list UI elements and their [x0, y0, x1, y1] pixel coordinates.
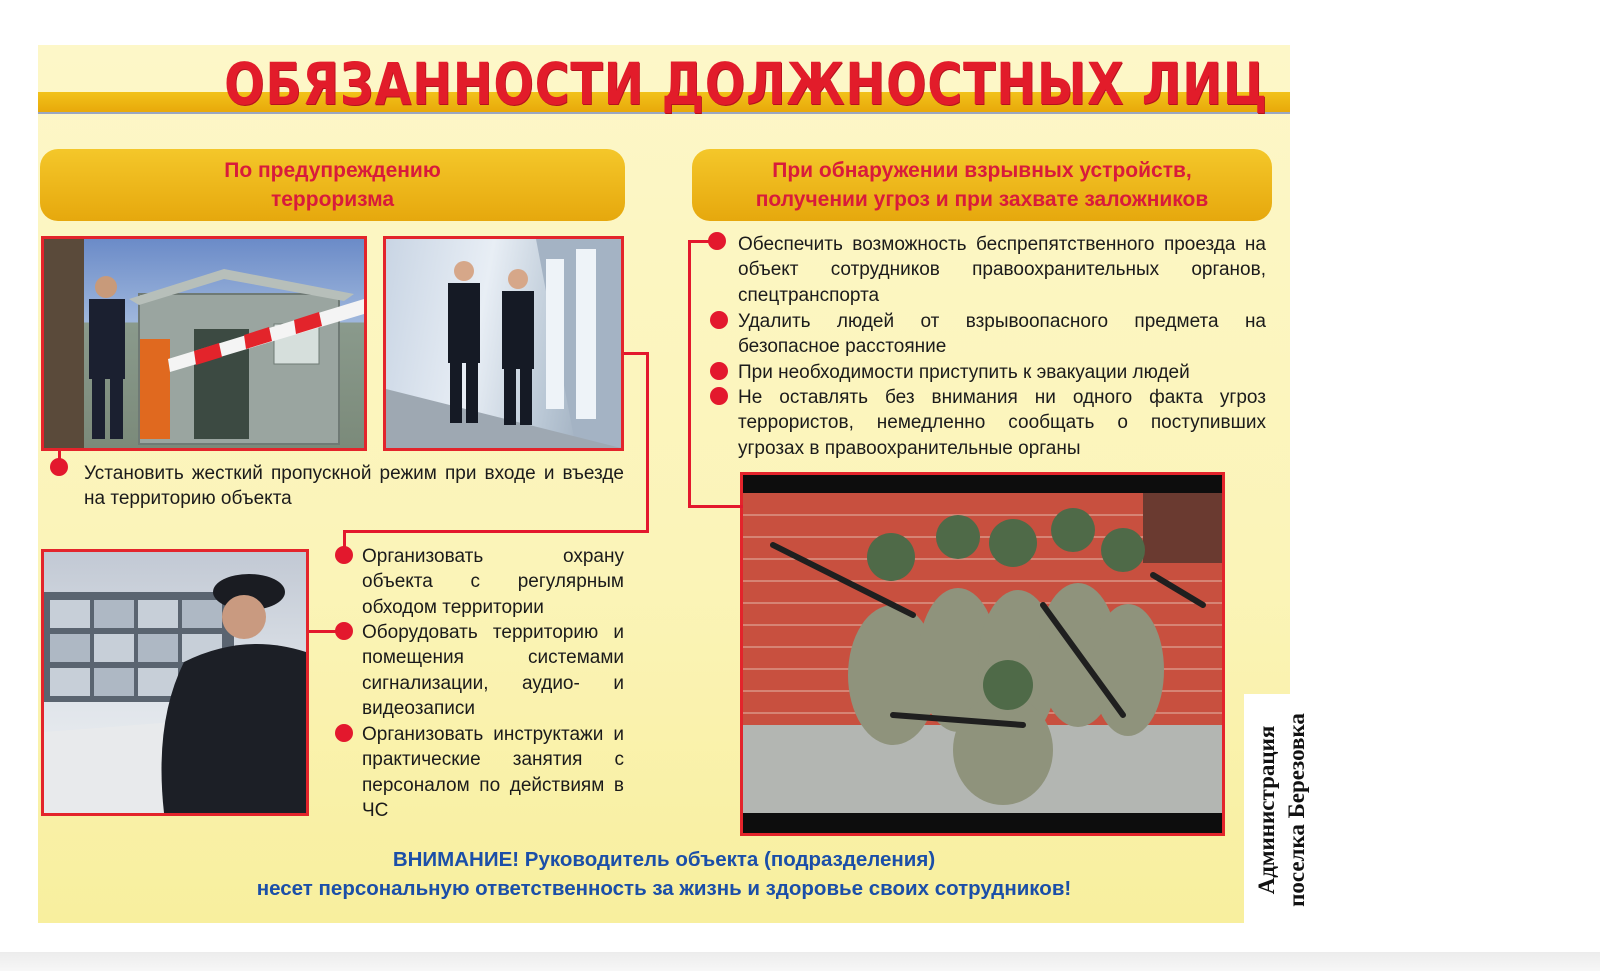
connector-right-top — [688, 240, 710, 243]
side-note-text — [1252, 690, 1312, 930]
bullet-left-1 — [50, 458, 68, 476]
attention-strong: ВНИМАНИЕ! — [392, 848, 520, 871]
bullet-left-3 — [335, 622, 353, 640]
attention-notice — [38, 845, 1290, 903]
left-item-3: Оборудовать территорию и помещения системами сигнализации, аудио- и видеозаписи — [362, 622, 624, 719]
corridor-guards-photo — [383, 236, 624, 451]
poster — [38, 45, 1290, 923]
swat-team-photo — [740, 472, 1225, 836]
right-item-1: Обеспечить возможность беспрепятственного проезда на объект сотрудников правоохранительных органов, спецтранспорта — [738, 234, 1266, 306]
bullet-right-4 — [710, 387, 728, 405]
side-note-line2: поселка Березовка — [1284, 713, 1309, 907]
connector-corridor-vertical — [646, 352, 649, 533]
bullet-left-4 — [335, 724, 353, 742]
right-item-3: При необходимости приступить к эвакуации людей — [738, 362, 1190, 383]
attention-line2: несет персональную ответственность за жизнь и здоровье своих сотрудников! — [256, 877, 1072, 900]
checkpoint-guard-photo — [41, 236, 367, 451]
cctv-operator-photo — [41, 549, 309, 816]
attention-line1: Руководитель объекта (подразделения) — [519, 848, 936, 871]
right-section-header — [692, 149, 1272, 221]
left-header-line2: терроризма — [270, 188, 395, 211]
connector-corridor-bottom — [343, 530, 649, 533]
poster-title: ОБЯЗАННОСТИ ДОЛЖНОСТНЫХ ЛИЦ — [224, 50, 1268, 118]
right-header-line1: При обнаружении взрывных устройств, — [772, 159, 1192, 182]
left-item-1: Установить жесткий пропускной режим при входе и въезде на территорию объекта — [84, 463, 624, 510]
connector-right-vertical — [688, 240, 691, 508]
connector-corridor-top — [624, 352, 649, 355]
right-header-line2: получении угроз и при захвате заложников — [755, 188, 1209, 211]
bullet-right-1 — [708, 232, 726, 250]
bullet-left-2 — [335, 546, 353, 564]
bullet-right-3 — [710, 362, 728, 380]
right-item-2: Удалить людей от взрывоопасного предмета на безопасное расстояние — [738, 311, 1266, 358]
right-item-4: Не оставлять без внимания ни одного факта угроз террористов, немедленно сообщать о поступивших угрозах в правоохранительные органы — [738, 387, 1266, 459]
left-item-2: Организовать охрану объекта с регулярным обходом территории — [362, 546, 624, 618]
left-section-header — [40, 149, 625, 221]
side-note-line1: Администрация — [1254, 725, 1279, 895]
bullet-right-2 — [710, 311, 728, 329]
connector-right-bottom — [688, 505, 743, 508]
left-item-4: Организовать инструктажи и практические занятия с персоналом по действиям в ЧС — [362, 724, 624, 821]
scan-bottom-strip — [0, 952, 1600, 971]
left-header-line1: По предупреждению — [224, 159, 441, 182]
